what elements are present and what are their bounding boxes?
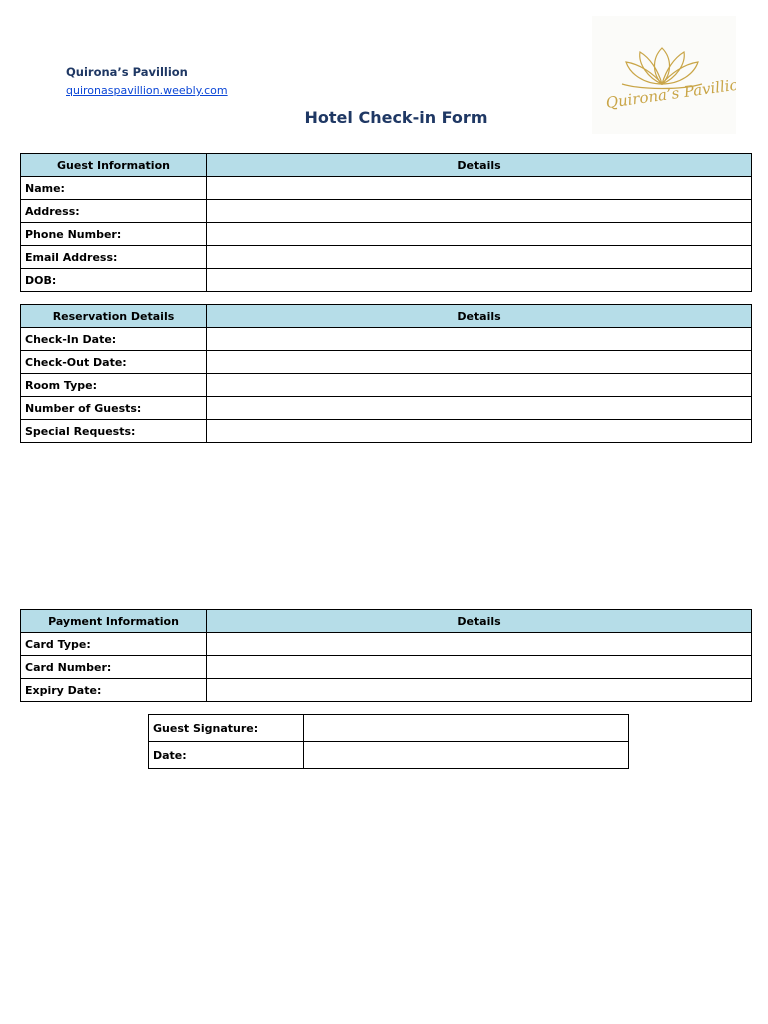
table-row — [149, 742, 629, 769]
table-row — [21, 420, 752, 443]
phone-number-field[interactable] — [207, 223, 752, 246]
room-type-field[interactable] — [207, 374, 752, 397]
details-header: Details — [207, 154, 752, 177]
guest-signature-label: Guest Signature: — [149, 715, 304, 742]
reservation-details-header: Reservation Details — [21, 305, 207, 328]
card-type-label: Card Type: — [21, 633, 207, 656]
table-row — [21, 656, 752, 679]
table-row — [21, 679, 752, 702]
table-header-row — [21, 610, 752, 633]
card-type-field[interactable] — [207, 633, 752, 656]
check-out-date-field[interactable] — [207, 351, 752, 374]
expiry-date-field[interactable] — [207, 679, 752, 702]
address-field[interactable] — [207, 200, 752, 223]
guest-information-header: Guest Information — [21, 154, 207, 177]
address-label: Address: — [21, 200, 207, 223]
table-row — [21, 351, 752, 374]
check-in-date-label: Check-In Date: — [21, 328, 207, 351]
payment-information-header: Payment Information — [21, 610, 207, 633]
table-row — [21, 200, 752, 223]
room-type-label: Room Type: — [21, 374, 207, 397]
dob-field[interactable] — [207, 269, 752, 292]
dob-label: DOB: — [21, 269, 207, 292]
details-header: Details — [207, 305, 752, 328]
table-row — [21, 246, 752, 269]
table-header-row — [21, 154, 752, 177]
check-out-date-label: Check-Out Date: — [21, 351, 207, 374]
table-row — [149, 715, 629, 742]
signature-table — [148, 714, 629, 769]
date-label: Date: — [149, 742, 304, 769]
number-of-guests-label: Number of Guests: — [21, 397, 207, 420]
table-row — [21, 374, 752, 397]
special-requests-field[interactable] — [207, 420, 752, 443]
table-row — [21, 177, 752, 200]
phone-number-label: Phone Number: — [21, 223, 207, 246]
name-label: Name: — [21, 177, 207, 200]
table-row — [21, 269, 752, 292]
table-row — [21, 223, 752, 246]
company-block — [66, 65, 228, 98]
table-row — [21, 397, 752, 420]
company-name: Quirona’s Pavillion — [66, 65, 188, 79]
name-field[interactable] — [207, 177, 752, 200]
check-in-date-field[interactable] — [207, 328, 752, 351]
details-header: Details — [207, 610, 752, 633]
website-link[interactable]: quironaspavillion.weebly.com — [66, 84, 228, 97]
card-number-label: Card Number: — [21, 656, 207, 679]
logo-text: Quirona’s Pavillion — [604, 74, 736, 113]
payment-information-table — [20, 609, 752, 702]
email-address-field[interactable] — [207, 246, 752, 269]
special-requests-label: Special Requests: — [21, 420, 207, 443]
reservation-details-table — [20, 304, 752, 443]
guest-information-table — [20, 153, 752, 292]
date-field[interactable] — [304, 742, 629, 769]
table-header-row — [21, 305, 752, 328]
card-number-field[interactable] — [207, 656, 752, 679]
expiry-date-label: Expiry Date: — [21, 679, 207, 702]
number-of-guests-field[interactable] — [207, 397, 752, 420]
table-row — [21, 328, 752, 351]
form-title: Hotel Check-in Form — [304, 108, 488, 127]
table-row — [21, 633, 752, 656]
guest-signature-field[interactable] — [304, 715, 629, 742]
email-address-label: Email Address: — [21, 246, 207, 269]
